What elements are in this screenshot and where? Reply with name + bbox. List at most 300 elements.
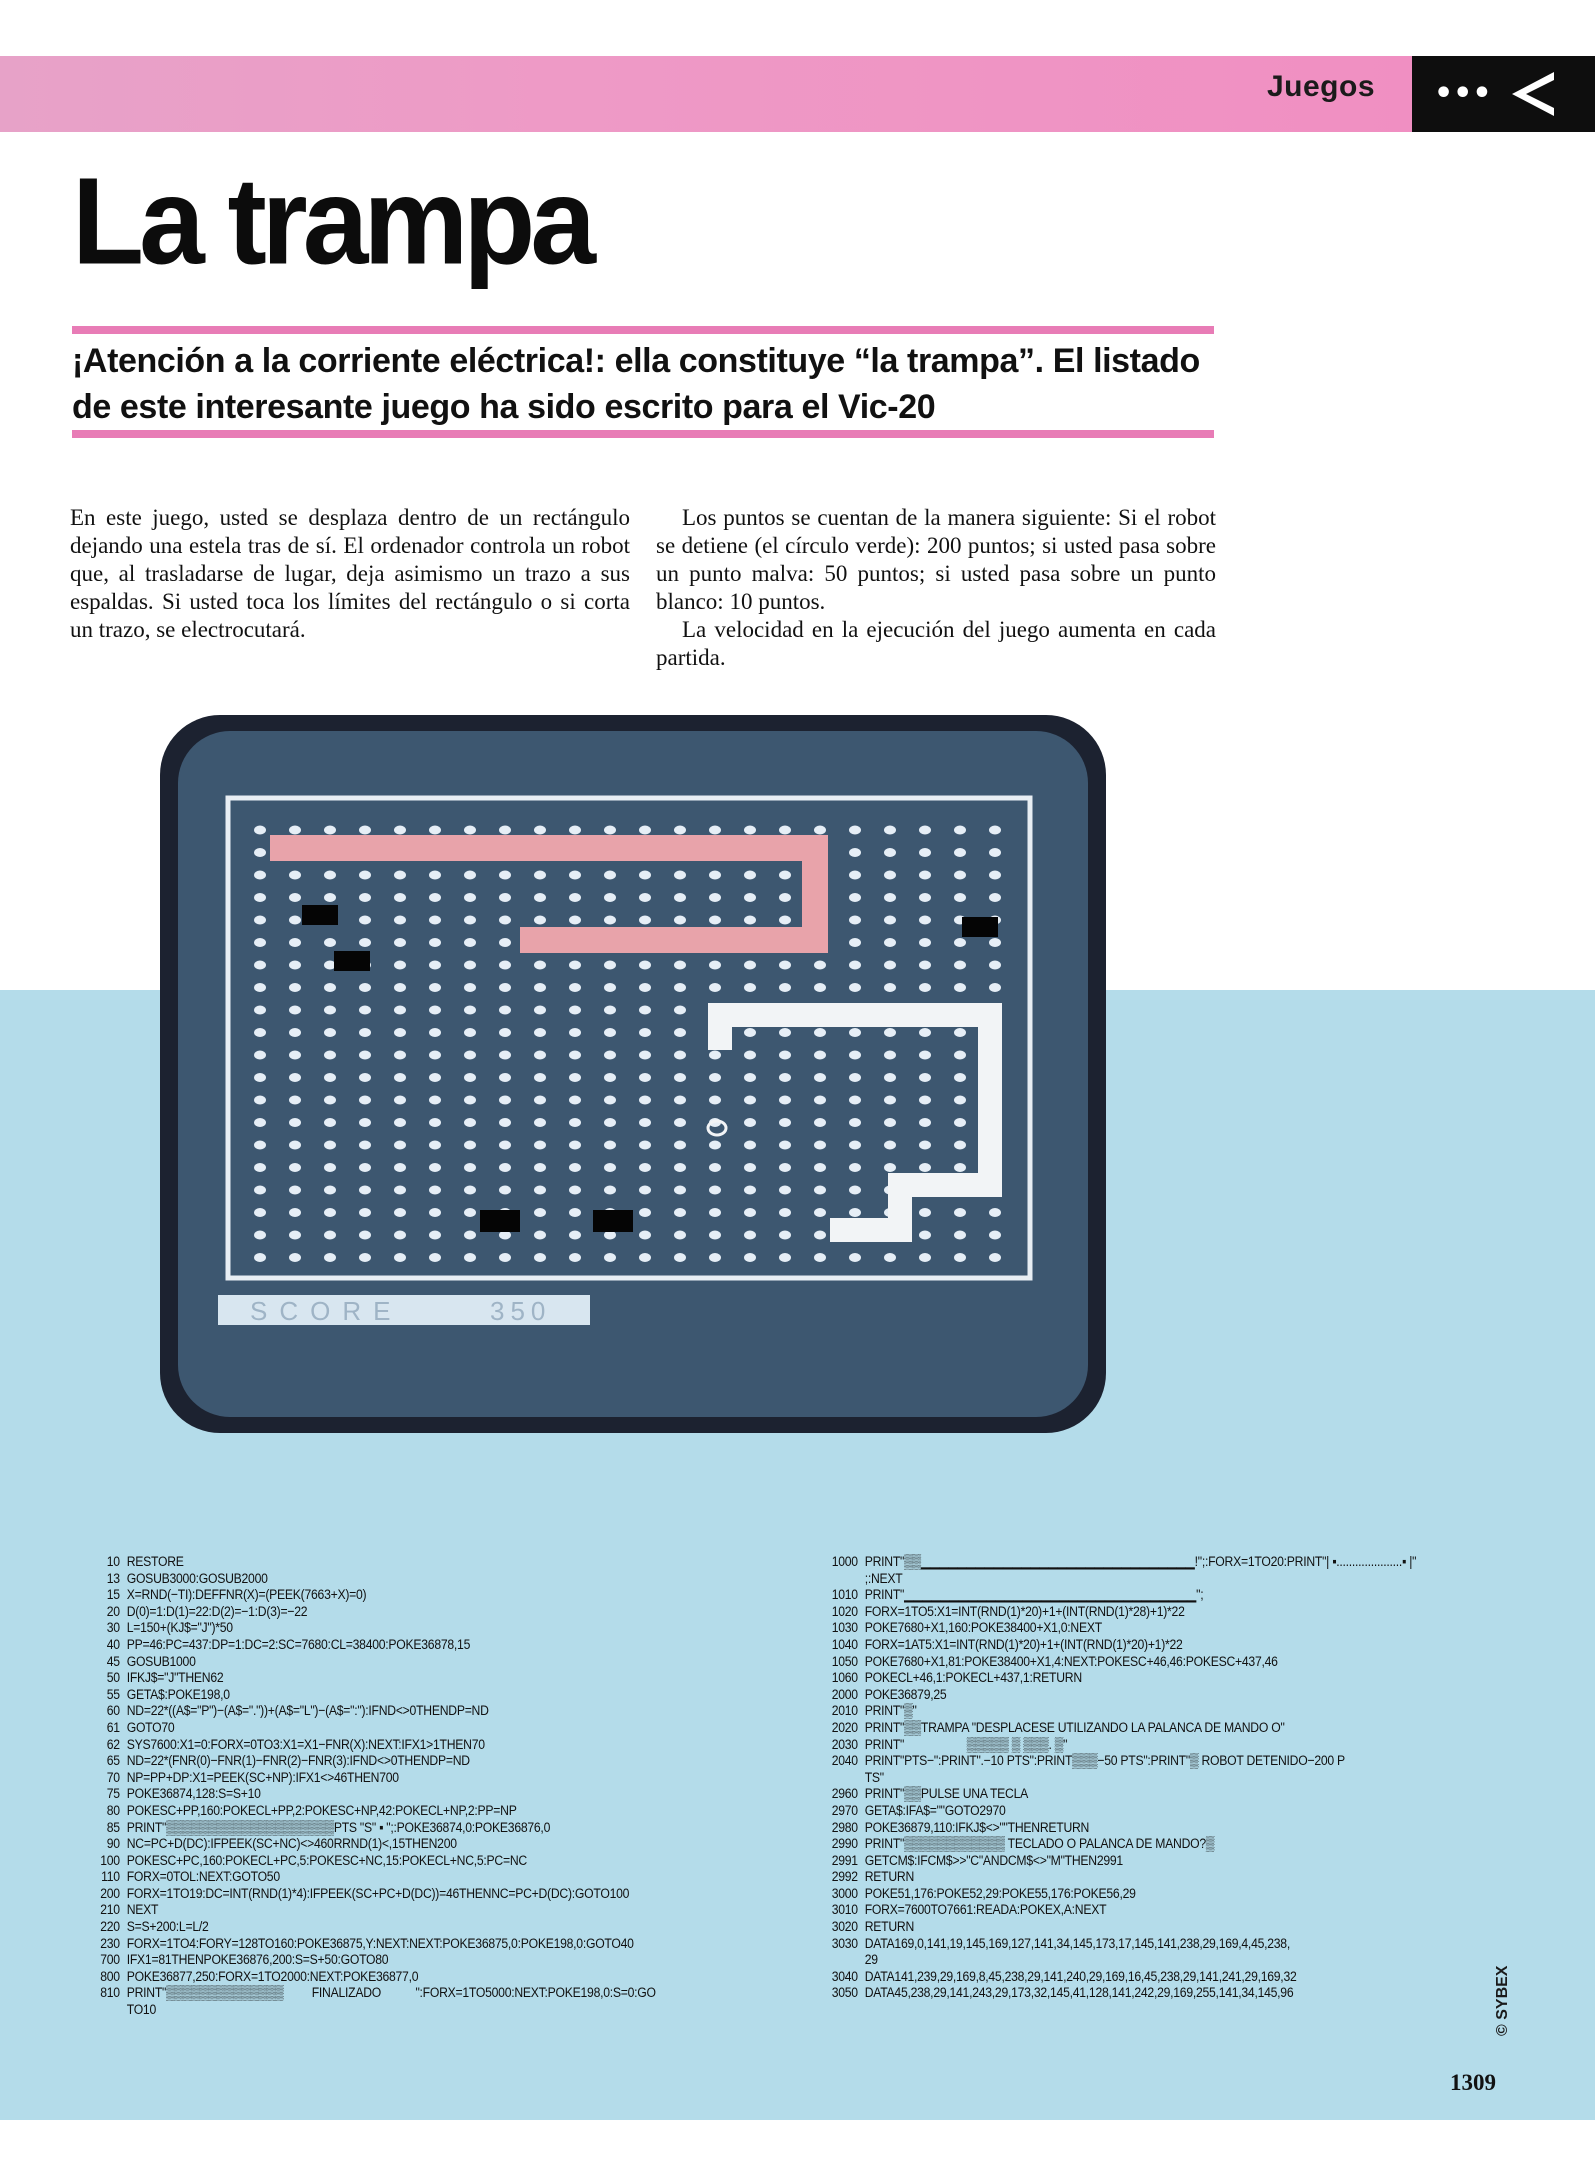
screen-dot (884, 961, 896, 970)
screen-dot (464, 1096, 476, 1105)
screen-dot (639, 1208, 651, 1217)
screen-dot (394, 1051, 406, 1060)
screen-dot (394, 1006, 406, 1015)
screen-dot (254, 938, 266, 947)
line-number: 200 (100, 1885, 120, 1902)
screen-dot (534, 1051, 546, 1060)
screen-dot (849, 916, 861, 925)
screen-dot (744, 826, 756, 835)
screen-dot (919, 1253, 931, 1262)
screen-dot (849, 983, 861, 992)
screen-dot (884, 1141, 896, 1150)
line-number: 50 (106, 1670, 120, 1687)
screen-dot (394, 871, 406, 880)
screen-dot (884, 1118, 896, 1127)
line-code: PRINT"▒" (864, 1703, 917, 1720)
line-number: 40 (106, 1636, 120, 1653)
line-number: 65 (106, 1753, 120, 1770)
screen-dot (254, 1051, 266, 1060)
line-number: 100 (100, 1852, 120, 1869)
screen-dot (674, 1208, 686, 1217)
line-number: 80 (106, 1802, 120, 1819)
line-code: D(0)=1:D(1)=22:D(2)=−1:D(3)=−22 (126, 1603, 308, 1620)
screen-dot (814, 1253, 826, 1262)
screen-dot (639, 1028, 651, 1037)
screen-dot (849, 1253, 861, 1262)
screen-dot (709, 1163, 721, 1172)
screen-dot (429, 1141, 441, 1150)
screen-dot (464, 1141, 476, 1150)
screen-dot (919, 961, 931, 970)
screen-dot (639, 961, 651, 970)
code-line (820, 1952, 1416, 1969)
code-line (820, 1786, 1416, 1803)
screen-dot (849, 938, 861, 947)
screen-dot (464, 938, 476, 947)
line-number: 30 (106, 1620, 120, 1637)
copyright-notice: © SYBEX (1494, 1965, 1511, 2036)
body-paragraph: La velocidad en la ejecución del juego aumenta en cada partida. (656, 617, 1216, 670)
screen-dot (849, 893, 861, 902)
screen-dot (989, 1253, 1001, 1262)
body-column-2 (656, 504, 1216, 672)
line-code: NC=PC+D(DC):IFPEEK(SC+NC)<>460RRND(1)<,15THEN200 (126, 1836, 457, 1853)
screen-dot (989, 893, 1001, 902)
line-code: FORX=1TO19:DC=INT(RND(1)*4):IFPEEK(SC+PC+D(DC))=46THENNC=PC+D(DC):GOTO100 (126, 1885, 630, 1902)
screen-dot (639, 1096, 651, 1105)
code-line (82, 1654, 656, 1671)
screen-dot (569, 983, 581, 992)
line-number: 10 (106, 1554, 120, 1570)
screen-dot (674, 1141, 686, 1150)
screen-dot (254, 1253, 266, 1262)
screen-dot (289, 938, 301, 947)
screen-dot (989, 1208, 1001, 1217)
screen-dot (464, 983, 476, 992)
screen-dot (254, 1118, 266, 1127)
screen-dot (394, 893, 406, 902)
screen-dot (744, 1051, 756, 1060)
code-line (82, 1803, 656, 1820)
line-number: 2980 (831, 1819, 858, 1836)
code-line (82, 1637, 656, 1654)
screen-dot (779, 1051, 791, 1060)
screen-dot (639, 983, 651, 992)
screen-dot (569, 1028, 581, 1037)
code-line (82, 1820, 656, 1837)
screen-dot (254, 826, 266, 835)
screen-dot (534, 916, 546, 925)
screen-dot (569, 1073, 581, 1082)
line-number: 2040 (831, 1753, 858, 1770)
screen-dot (569, 1118, 581, 1127)
screen-dot (429, 916, 441, 925)
article-title: La trampa (72, 152, 591, 291)
screen-dot (289, 1028, 301, 1037)
screen-dot (254, 848, 266, 857)
line-number: 45 (106, 1653, 120, 1670)
screen-dot (464, 1073, 476, 1082)
screen-dot (744, 893, 756, 902)
screen-dot (744, 1253, 756, 1262)
screen-dot (954, 1141, 966, 1150)
code-line (82, 1919, 656, 1936)
screen-dot (394, 916, 406, 925)
line-code: POKE36877,250:FORX=1TO2000:NEXT:POKE36877,0 (126, 1968, 419, 1985)
code-line (820, 1604, 1416, 1621)
code-line (820, 1902, 1416, 1919)
black-block (302, 905, 338, 925)
code-line (820, 1554, 1416, 1571)
screen-dot (884, 916, 896, 925)
screen-dot (499, 938, 511, 947)
line-code: PRINT"▒▒▁▁▁▁▁▁▁▁▁▁▁▁▁▁▁▁▁▁▁▁▁▁▁▁▁▁▁▁▁▁!";:FORX=1TO20:PRINT"| ▪.....................▪ |" (864, 1554, 1417, 1570)
screen-dot (954, 961, 966, 970)
line-code: L=150+(KJ$="J")*50 (126, 1620, 233, 1637)
screen-dot (779, 1186, 791, 1195)
screen-dot (429, 1163, 441, 1172)
code-line (82, 1952, 656, 1969)
screen-dot (254, 983, 266, 992)
screen-dot (884, 938, 896, 947)
line-number: 2991 (831, 1852, 858, 1869)
screen-dot (464, 1231, 476, 1240)
line-number (82, 2002, 127, 2019)
screen-dot (394, 1163, 406, 1172)
screen-dot (639, 893, 651, 902)
score-value: 350 (490, 1296, 552, 1326)
screen-dot (429, 1006, 441, 1015)
line-number: 210 (100, 1902, 120, 1919)
screen-dot (534, 983, 546, 992)
screen-dot (289, 893, 301, 902)
screen-dot (744, 1208, 756, 1217)
line-number: 1010 (831, 1587, 858, 1604)
screen-dot (464, 871, 476, 880)
screen-dot (919, 871, 931, 880)
screen-dot (919, 826, 931, 835)
code-line (82, 1853, 656, 1870)
screen-dot (254, 916, 266, 925)
line-number: 1000 (831, 1554, 858, 1570)
body-paragraph: Los puntos se cuentan de la manera siguiente: Si el robot se detiene (el círculo verde): 200 puntos; si usted pasa sobre un punto malva: 50 puntos; si usted pasa sobre un punto blanco: 10 puntos. (656, 505, 1216, 614)
screen-dot (954, 1208, 966, 1217)
screen-dot (289, 961, 301, 970)
screen-dot (429, 1096, 441, 1105)
screen-dot (989, 983, 1001, 992)
screen-dot (954, 983, 966, 992)
code-line (820, 1670, 1416, 1687)
screen-dot (394, 1208, 406, 1217)
line-code: PRINT"▒▒▒▒▒▒▒▒▒▒▒▒▒▒▒▒▒▒▒▒PTS "S" ▪ ";:POKE36874,0:POKE36876,0 (126, 1819, 551, 1836)
screen-dot (394, 961, 406, 970)
screen-dot (744, 871, 756, 880)
screen-dot (289, 1006, 301, 1015)
screen-dot (254, 893, 266, 902)
screen-dot (569, 871, 581, 880)
screen-dot (744, 961, 756, 970)
screen-dot (464, 1253, 476, 1262)
screen-dot (289, 1051, 301, 1060)
arrow-left-icon (1504, 70, 1562, 118)
screen-dot (919, 1163, 931, 1172)
screen-dot (849, 1073, 861, 1082)
score-label: SCORE (250, 1296, 403, 1326)
code-line (82, 1753, 656, 1770)
line-code: PRINT"▒▒TRAMPA "DESPLACESE UTILIZANDO LA PALANCA DE MANDO O" (864, 1719, 1285, 1736)
screen-dot (604, 1051, 616, 1060)
screen-dot (429, 871, 441, 880)
line-number (820, 1952, 865, 1969)
screen-dot (534, 1118, 546, 1127)
screen-dot (464, 1118, 476, 1127)
line-number: 60 (106, 1703, 120, 1720)
code-line (82, 2002, 656, 2019)
screen-dot (569, 916, 581, 925)
screen-dot (429, 938, 441, 947)
screen-dot (464, 826, 476, 835)
screen-dot (744, 1141, 756, 1150)
code-line (820, 1620, 1416, 1637)
section-header-band (0, 56, 1412, 132)
screen-dot (464, 1163, 476, 1172)
screen-dot (919, 1073, 931, 1082)
screen-dot (919, 1028, 931, 1037)
line-number: 62 (106, 1736, 120, 1753)
screen-dot (674, 1006, 686, 1015)
screen-dot (709, 1231, 721, 1240)
screen-dot (639, 1253, 651, 1262)
code-line (820, 1587, 1416, 1604)
line-number: 3030 (831, 1935, 858, 1952)
screen-dot (919, 983, 931, 992)
code-line (820, 1753, 1416, 1770)
screen-dot (779, 961, 791, 970)
screen-dot (849, 1186, 861, 1195)
line-code: DATA45,238,29,141,243,29,173,32,145,41,128,141,242,29,169,255,141,34,145,96 (864, 1985, 1294, 2002)
screen-dot (394, 1186, 406, 1195)
screen-dot (954, 1118, 966, 1127)
screen-dot (254, 1028, 266, 1037)
screen-dot (604, 1163, 616, 1172)
screen-dot (639, 1118, 651, 1127)
line-code: FORX=7600TO7661:READA:POKEX,A:NEXT (864, 1902, 1107, 1919)
line-code: GETCM$:IFCM$>>"C"ANDCM$<>"M"THEN2991 (864, 1852, 1123, 1869)
screen-dot (429, 961, 441, 970)
screen-dot (884, 848, 896, 857)
screen-dot (779, 1028, 791, 1037)
screen-dot (919, 916, 931, 925)
screen-dot (499, 1073, 511, 1082)
line-number: 1060 (831, 1670, 858, 1687)
screen-dot (394, 1141, 406, 1150)
screen-dot (534, 1186, 546, 1195)
screen-dot (884, 1073, 896, 1082)
screen-dot (324, 1253, 336, 1262)
code-line (820, 1853, 1416, 1870)
screen-dot (744, 1231, 756, 1240)
screen-dot (814, 1141, 826, 1150)
screen-dot (569, 1141, 581, 1150)
line-code: PRINT"▒▒▒▒▒▒▒▒▒▒▒▒ TECLADO O PALANCA DE MANDO?▒ (864, 1836, 1215, 1853)
code-line (82, 1936, 656, 1953)
screen-dot (639, 1006, 651, 1015)
screen-dot (674, 826, 686, 835)
screen-dot (709, 826, 721, 835)
screen-dot (639, 1163, 651, 1172)
screen-dot (254, 1231, 266, 1240)
screen-dot (289, 1163, 301, 1172)
screen-dot (709, 1051, 721, 1060)
screen-dot (569, 826, 581, 835)
screen-dot (429, 1186, 441, 1195)
code-line (82, 1869, 656, 1886)
screen-dot (254, 1163, 266, 1172)
screen-dot (464, 961, 476, 970)
screen-dot (569, 1051, 581, 1060)
screen-dot (324, 1073, 336, 1082)
line-code: PRINT"PTS−":PRINT".−10 PTS":PRINT▒▒▒−50 PTS":PRINT"▒ ROBOT DETENIDO−200 P (864, 1753, 1345, 1770)
screen-dot (464, 1006, 476, 1015)
screen-dot (394, 1231, 406, 1240)
screen-dot (814, 1231, 826, 1240)
code-line (82, 1571, 656, 1588)
line-number: 3040 (831, 1968, 858, 1985)
screen-dot (989, 961, 1001, 970)
screen-dot (639, 1051, 651, 1060)
screen-dot (814, 983, 826, 992)
screen-dot (744, 916, 756, 925)
screen-dot (849, 1051, 861, 1060)
code-line (82, 1902, 656, 1919)
screen-dot (849, 1096, 861, 1105)
line-code: ND=22*(FNR(0)−FNR(1)−FNR(2)−FNR(3):IFND<>0THENDP=ND (126, 1753, 470, 1770)
line-number: 61 (106, 1719, 120, 1736)
screen-dot (429, 893, 441, 902)
screen-dot (359, 1253, 371, 1262)
screen-dot (289, 1141, 301, 1150)
screen-dot (709, 961, 721, 970)
screen-dot (919, 1208, 931, 1217)
line-code: RETURN (864, 1869, 915, 1886)
code-line (820, 1703, 1416, 1720)
screen-dot (744, 1118, 756, 1127)
screen-dot (359, 1006, 371, 1015)
screen-dot (884, 1051, 896, 1060)
screen-dot (534, 1028, 546, 1037)
screen-dot (744, 983, 756, 992)
screen-dot (429, 1118, 441, 1127)
screen-dot (709, 1253, 721, 1262)
screen-dot (429, 1231, 441, 1240)
code-line (82, 1985, 656, 2002)
line-number: 70 (106, 1769, 120, 1786)
screen-dot (394, 826, 406, 835)
code-line (82, 1587, 656, 1604)
code-line (820, 1687, 1416, 1704)
screen-dot (884, 1253, 896, 1262)
code-line (820, 1737, 1416, 1754)
line-code: 29 (864, 1952, 878, 1969)
code-line (82, 1604, 656, 1621)
subtitle-bottom-rule (72, 430, 1214, 438)
screen-dot (709, 1208, 721, 1217)
screen-dot (604, 1006, 616, 1015)
screen-dot (359, 1231, 371, 1240)
line-number: 1040 (831, 1636, 858, 1653)
screen-dot (464, 893, 476, 902)
tab-dots: ••• (1434, 76, 1492, 111)
screen-dot (919, 1096, 931, 1105)
line-number: 2010 (831, 1703, 858, 1720)
line-number: 85 (106, 1819, 120, 1836)
screen-dot (324, 1028, 336, 1037)
screen-dot (394, 1073, 406, 1082)
screen-dot (814, 1096, 826, 1105)
line-code: NEXT (126, 1902, 159, 1919)
code-line (820, 1985, 1416, 2002)
body-column-1 (70, 504, 630, 644)
code-line (820, 1571, 1416, 1588)
screen-dot (954, 1051, 966, 1060)
line-code: GOTO70 (126, 1719, 175, 1736)
screen-dot (674, 1118, 686, 1127)
screen-dot (709, 1073, 721, 1082)
screen-dot (884, 1096, 896, 1105)
screen-dot (604, 826, 616, 835)
code-line (82, 1737, 656, 1754)
screen-dot (814, 1208, 826, 1217)
screen-dot (779, 826, 791, 835)
line-code: NP=PP+DP:X1=PEEK(SC+NP):IFX1<>46THEN700 (126, 1769, 399, 1786)
line-number: 220 (100, 1919, 120, 1936)
code-line (820, 1936, 1416, 1953)
line-number: 230 (100, 1935, 120, 1952)
screen-dot (289, 1073, 301, 1082)
screen-dot (499, 1141, 511, 1150)
screen-dot (289, 916, 301, 925)
screen-dot (674, 1163, 686, 1172)
code-line (820, 1836, 1416, 1853)
screen-dot (779, 1096, 791, 1105)
line-number: 110 (101, 1869, 120, 1886)
code-line (82, 1886, 656, 1903)
line-number: 2030 (831, 1736, 858, 1753)
line-code: POKE7680+X1,160:POKE38400+X1,0:NEXT (864, 1620, 1102, 1637)
screen-dot (674, 1073, 686, 1082)
screen-dot (744, 1028, 756, 1037)
screen-dot (569, 961, 581, 970)
screen-dot (849, 1028, 861, 1037)
screen-dot (499, 916, 511, 925)
line-code: DATA141,239,29,169,8,45,238,29,141,240,29,169,16,45,238,29,141,241,29,169,32 (864, 1968, 1297, 1985)
line-code: ;:NEXT (864, 1570, 903, 1587)
screen-dot (989, 938, 1001, 947)
screen-dot (289, 1231, 301, 1240)
screen-dot (254, 1096, 266, 1105)
screen-dot (359, 983, 371, 992)
screen-dot (674, 983, 686, 992)
screen-dot (499, 893, 511, 902)
screen-dot (674, 916, 686, 925)
code-line (82, 1720, 656, 1737)
screen-dot (359, 1096, 371, 1105)
screen-dot (569, 893, 581, 902)
screen-dot (919, 893, 931, 902)
code-line (820, 1803, 1416, 1820)
screen-dot (989, 1231, 1001, 1240)
section-label: Juegos (1266, 70, 1375, 103)
